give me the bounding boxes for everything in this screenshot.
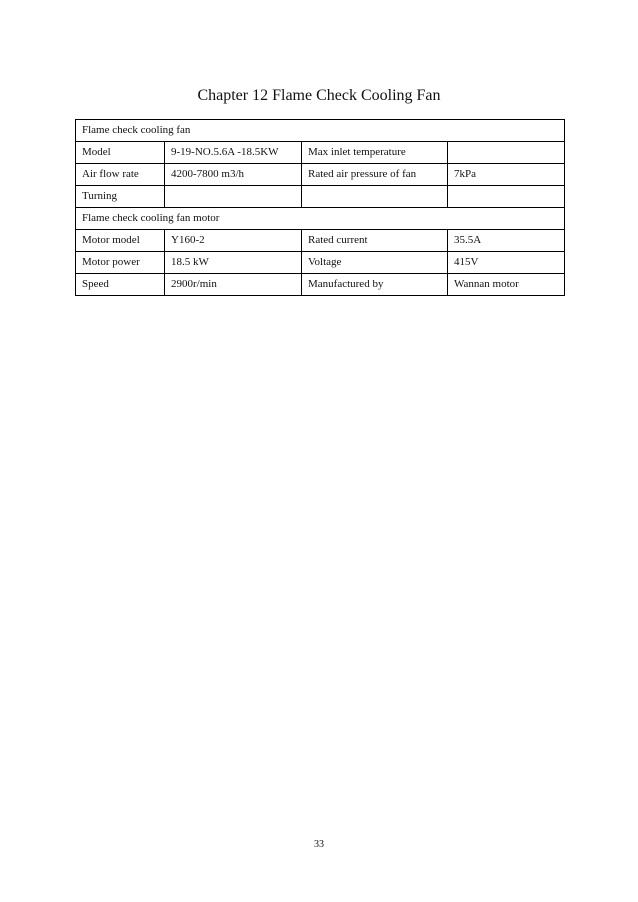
section-row-fan	[76, 120, 565, 142]
table-cell: Rated current	[302, 230, 448, 252]
page-title: Chapter 12 Flame Check Cooling Fan	[197, 87, 441, 104]
table-row	[76, 230, 565, 252]
section-label: Flame check cooling fan motor	[76, 208, 565, 230]
table-cell: 2900r/min	[165, 274, 302, 296]
table-cell: 7kPa	[448, 164, 565, 186]
table-row	[76, 252, 565, 274]
table-cell: 9-19-NO.5.6A -18.5KW	[165, 142, 302, 164]
table-cell: Voltage	[302, 252, 448, 274]
table-cell: 415V	[448, 252, 565, 274]
table-cell: 4200-7800 m3/h	[165, 164, 302, 186]
section-label: Flame check cooling fan	[76, 120, 565, 142]
table-cell: Y160-2	[165, 230, 302, 252]
table-cell	[448, 186, 565, 208]
table-cell	[448, 142, 565, 164]
table-cell: Max inlet temperature	[302, 142, 448, 164]
table-cell: Motor power	[76, 252, 165, 274]
table-row	[76, 142, 565, 164]
table-cell: Motor model	[76, 230, 165, 252]
table-cell	[302, 186, 448, 208]
section-row-motor	[76, 208, 565, 230]
table-row	[76, 186, 565, 208]
page-number: 33	[314, 839, 324, 850]
table-row	[76, 274, 565, 296]
table-cell: 18.5 kW	[165, 252, 302, 274]
table-cell: Air flow rate	[76, 164, 165, 186]
table-cell: Manufactured by	[302, 274, 448, 296]
table-cell: 35.5A	[448, 230, 565, 252]
table-cell: Rated air pressure of fan	[302, 164, 448, 186]
table-cell	[165, 186, 302, 208]
table-cell: Wannan motor	[448, 274, 565, 296]
table-cell: Speed	[76, 274, 165, 296]
table-cell: Turning	[76, 186, 165, 208]
table-cell: Model	[76, 142, 165, 164]
table-row	[76, 164, 565, 186]
spec-table	[75, 119, 565, 296]
